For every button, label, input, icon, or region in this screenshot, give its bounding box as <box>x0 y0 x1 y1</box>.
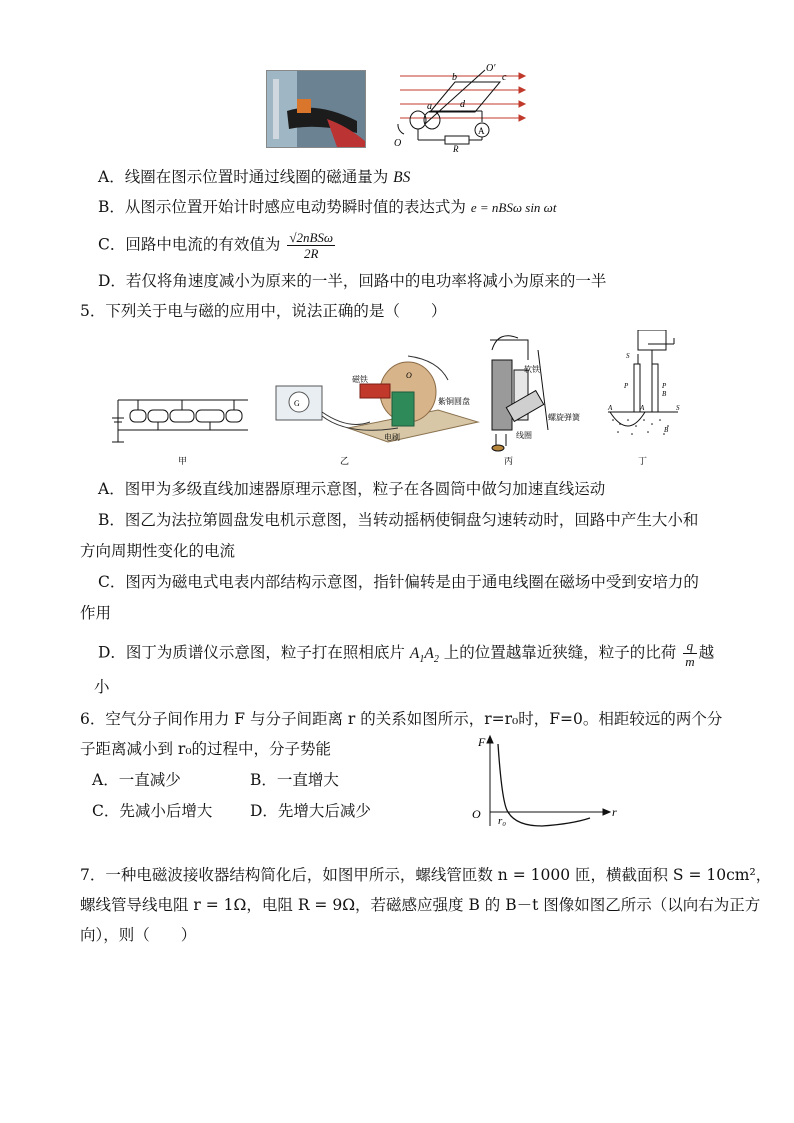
q5-option-d-fraction: $\frac{q}{m}$ <box>685 638 695 669</box>
q6-option-c: C．先减小后增大 <box>92 802 213 820</box>
q6-option-d: D．先增大后减少 <box>250 802 371 820</box>
q4-option-c: C．回路中电流的有效值为 $\frac{\text{√2nBSω}}{2R}$ <box>98 230 334 261</box>
q4-label-A: A <box>478 126 485 136</box>
q4-option-a: A．线圈在图示位置时通过线圈的磁通量为 BS <box>98 168 411 186</box>
q4-option-d: D．若仅将角速度减小为原来的一半，回路中的电功率将减小为原来的一半 <box>98 272 607 290</box>
q5-stem: 5．下列关于电与磁的应用中，说法正确的是（ ） <box>80 302 447 320</box>
q5-label-S1: S <box>626 352 630 360</box>
q5-label-yi: 乙 <box>340 456 350 466</box>
q4-photo <box>266 70 366 148</box>
q5-label-ding: 丁 <box>638 456 648 466</box>
q5-option-b-line2: 方向周期性变化的电流 <box>80 542 236 560</box>
q5-label-A2: A <box>640 404 645 412</box>
q7-line1: 7．一种电磁波接收器结构简化后，如图甲所示，螺线管匝数 n = 1000 匝，横截面积 S = 10cm²， <box>80 866 772 884</box>
q6-option-a: A．一直减少 <box>92 771 181 789</box>
q5-option-d-line1: D．图丁为质谱仪示意图，粒子打在照相底片 $A_1A_2$ 上的位置越靠近狭缝，粒子的比荷 $\frac{q}{m}$ 越 <box>98 638 715 669</box>
q6-stem-line1: 6．空气分子间作用力 F 与分子间距离 r 的关系如图所示，r=r₀时，F=0。相距较远的两个分 <box>80 710 723 728</box>
q4-label-d: d <box>460 99 465 110</box>
q4-label-O: O <box>394 138 402 149</box>
q5-option-c-line1: C．图丙为磁电式电表内部结构示意图，指针偏转是由于通电线圈在磁场中受到安培力的 <box>98 573 699 591</box>
q4-label-b: b <box>452 72 457 83</box>
q7-line3: 向），则（ ） <box>80 926 197 944</box>
q6-option-b: B．一直增大 <box>250 771 339 789</box>
q5-label-xianquan: 线圈 <box>516 431 532 440</box>
q5-label-citi: 磁铁 <box>352 375 368 384</box>
q5-option-a: A．图甲为多级直线加速器原理示意图，粒子在各圆筒中做匀加速直线运动 <box>98 480 606 498</box>
q7-line2: 螺线管导线电阻 r = 1Ω，电阻 R = 9Ω，若磁感应强度 B 的 B－t 图像如图乙所示（以向右为正方 <box>80 896 761 914</box>
q4-label-O-prime: O′ <box>486 63 496 74</box>
q6-label-r: r <box>612 805 617 819</box>
q4-label-R: R <box>453 144 459 152</box>
q6-stem-line2: 子距离减小到 r₀的过程中，分子势能 <box>80 740 332 758</box>
q5-option-c-line2: 作用 <box>80 604 112 622</box>
q4-option-a-expr: BS <box>393 169 411 186</box>
q5-option-d-plate-label: $A_1A_2$ <box>409 644 439 665</box>
q5-label-O: O <box>406 371 412 380</box>
q5-label-P1: P <box>624 382 629 390</box>
bicycle-dynamo-image <box>267 71 365 147</box>
q5-option-b-line1: B．图乙为法拉第圆盘发电机示意图，当转动摇柄使铜盘匀速转动时，回路中产生大小和 <box>98 511 699 529</box>
q5-label-luoxuan: 螺旋弹簧 <box>548 413 580 422</box>
q6-label-F: F <box>478 735 486 749</box>
q5-label-G: G <box>294 399 300 408</box>
q5-label-P2: P <box>662 382 667 390</box>
q4-label-c: c <box>502 72 507 83</box>
q5-label-jia: 甲 <box>178 456 188 466</box>
q6-force-graph <box>472 730 622 830</box>
q6-label-O: O <box>472 807 481 821</box>
q4-label-a: a <box>427 101 432 112</box>
q5-label-tongpan: 紫铜圆盘 <box>438 397 470 406</box>
q5-label-B0: B <box>664 426 669 434</box>
q4-option-b: B．从图示位置开始计时感应电动势瞬时值的表达式为 e = nBSω sin ωt <box>98 198 557 216</box>
q5-label-bing: 丙 <box>504 456 514 466</box>
q5-label-ruantie: 软铁 <box>524 365 540 374</box>
q5-option-d-line2: 小 <box>94 678 110 696</box>
q5-fig-ding-dots <box>612 419 669 435</box>
q4-coil-diagram <box>390 62 530 152</box>
q5-label-dianshua: 电刷 <box>384 433 400 442</box>
q4-option-b-expr: e = nBSω sin ωt <box>470 200 557 215</box>
q5-figures <box>108 330 688 470</box>
q6-label-r0: r₀ <box>498 815 507 827</box>
q5-label-S0: S <box>676 404 680 412</box>
q5-fig-jia <box>112 400 248 442</box>
q5-label-A1: A <box>608 404 613 412</box>
q5-label-B: B <box>662 390 667 398</box>
q4-option-c-fraction: $\frac{\text{√2nBSω}}{2R}$ <box>289 230 334 261</box>
